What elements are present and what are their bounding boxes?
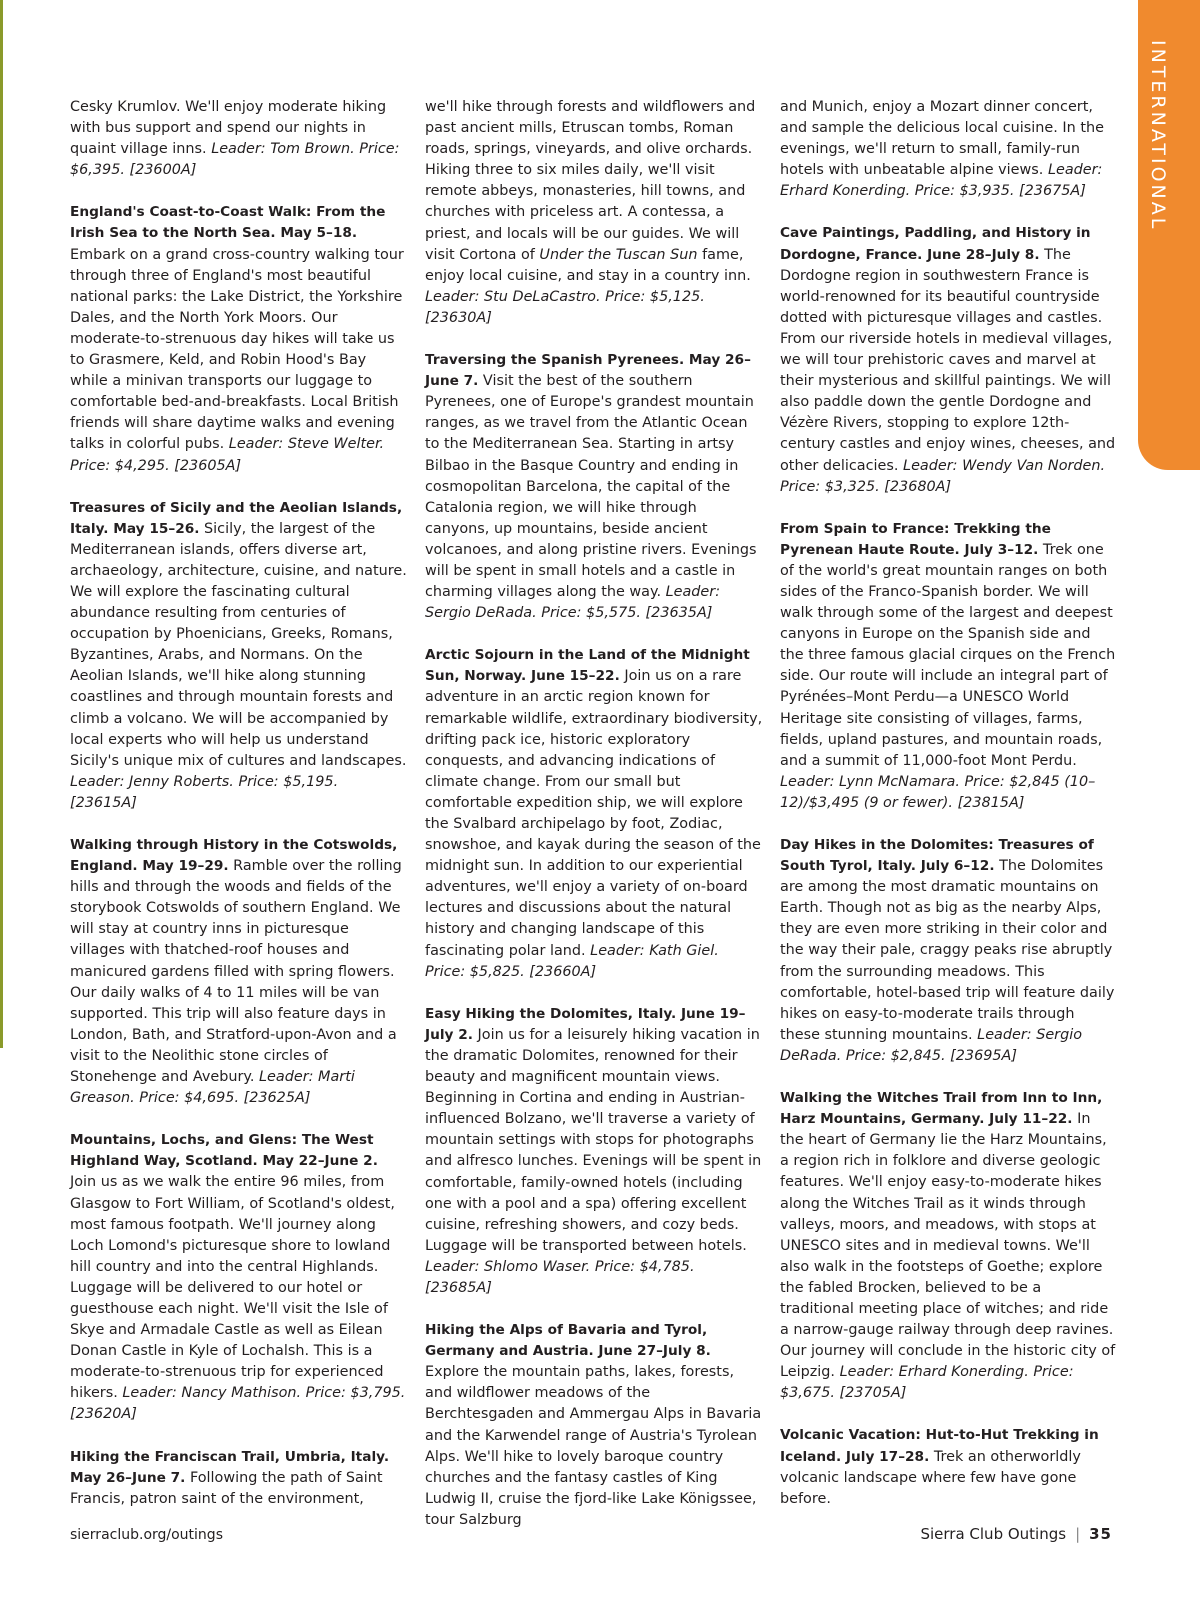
- trip-entry: [780, 835, 1118, 1067]
- trip-entry: [780, 1088, 1118, 1404]
- trip-leader-price: Leader: Shlomo Waser. Price: $4,785. [23685A]: [425, 1258, 695, 1296]
- trip-description: In the heart of Germany lie the Harz Mountains, a region rich in folklore and diverse geologic features. We'll enjoy easy-to-moderate hikes along the Witches Trail as it winds through valleys, moors, and meadows, with stops at UNESCO sites and in medieval towns. We'll also walk in the footsteps of Goethe; explore the fabled Brocken, believed to be a traditional meeting place of witches; and ride a narrow-gauge railway through deep ravines. Our journey will conclude in the historic city of Leipzig.: [780, 1111, 1116, 1381]
- trip-heading: Mountains, Lochs, and Glens: The West Highland Way, Scotland. May 22–June 2.: [70, 1132, 378, 1170]
- trip-description: Explore the mountain paths, lakes, forests, and wildflower meadows of the Berchtesgaden and Ammergau Alps in Bavaria and the Karwendel range of Austria's Tyrolean Alps. We'll hike to lovely baroque country churches and the fantasy castles of King Ludwig II, cruise the fjord-like Lake Königssee, tour Salzburg: [425, 1364, 762, 1528]
- trip-description: Visit the best of the southern Pyrenees, one of Europe's grandest mountain ranges, as we travel from the Atlantic Ocean to the Mediterranean Sea. Starting in artsy Bilbao in the Basque Country and ending in cosmopolitan Barcelona, the capital of the Catalonia region, we will hike through canyons, up mountains, beside ancient volcanoes, and along pristine rivers. Evenings will be spent in small hotels and a castle in charming villages along the way.: [425, 373, 757, 601]
- trip-leader-price: Leader: Jenny Roberts. Price: $5,195. [23615A]: [70, 773, 339, 811]
- section-tab-label: INTERNATIONAL: [1147, 40, 1169, 232]
- trip-heading: Walking the Witches Trail from Inn to Inn, Harz Mountains, Germany. July 11–22.: [780, 1090, 1103, 1128]
- trip-leader-price: Leader: Steve Welter. Price: $4,295. [23605A]: [70, 436, 385, 474]
- publication-name: Sierra Club Outings: [920, 1525, 1067, 1543]
- trip-entry: [70, 97, 408, 181]
- trip-heading: Volcanic Vacation: Hut-to-Hut Trekking in Iceland. July 17–28.: [780, 1427, 1099, 1465]
- trip-entry: [425, 1320, 763, 1531]
- trip-heading: Day Hikes in the Dolomites: Treasures of South Tyrol, Italy. July 6–12.: [780, 837, 1094, 875]
- trip-entry: [425, 645, 763, 983]
- section-tab: [1138, 0, 1200, 470]
- trip-leader-price: Leader: Sergio DeRada. Price: $5,575. [23635A]: [425, 584, 721, 622]
- trip-description: Join us on a rare adventure in an arctic region known for remarkable wildlife, extraordinary biodiversity, drifting pack ice, historic exploratory conquests, and advancing indications of climate change. From our small but comfortable expedition ship, we will explore the Svalbard archipelago by foot, Zodiac, snowshoe, and kayak during the season of the midnight sun. In addition to our experiential adventures, we'll enjoy a variety of on-board lectures and discussions about the natural history and changing landscape of this fascinating polar land.: [425, 668, 763, 959]
- trip-description: Trek an otherworldly volcanic landscape where few have gone before.: [780, 1448, 1081, 1507]
- trip-heading: Traversing the Spanish Pyrenees. May 26–June 7.: [425, 352, 751, 390]
- trip-leader-price: Leader: Sergio DeRada. Price: $2,845. [23695A]: [780, 1026, 1083, 1064]
- left-edge-bar: [0, 0, 3, 1048]
- column-3: [780, 97, 1118, 1531]
- footer-separator: |: [1075, 1525, 1081, 1543]
- trip-description: The Dolomites are among the most dramatic mountains on Earth. Though not as big as the nearby Alps, they are even more striking in their color and the way their pale, craggy peaks rise abruptly from the surrounding meadows. This comfortable, hotel-based trip will feature daily hikes on easy-to-moderate trails through these stunning mountains.: [780, 858, 1115, 1043]
- trip-heading: Hiking the Franciscan Trail, Umbria, Italy. May 26–June 7.: [70, 1448, 390, 1486]
- trip-entry: [425, 350, 763, 624]
- trip-heading: Arctic Sojourn in the Land of the Midnight Sun, Norway. June 15–22.: [425, 647, 750, 685]
- trip-description-cont: fame, enjoy local cuisine, and stay in a country inn.: [425, 246, 751, 284]
- trip-leader-price: Leader: Wendy Van Norden. Price: $3,325. [23680A]: [780, 457, 1106, 495]
- trip-entry: [780, 1425, 1118, 1509]
- trip-entry: [70, 835, 408, 1109]
- trip-entry: [70, 1447, 408, 1510]
- trip-leader-price: Leader: Tom Brown. Price: $6,395. [23600A]: [70, 141, 400, 179]
- trip-entry: [780, 97, 1118, 202]
- trip-heading: England's Coast-to-Coast Walk: From the Irish Sea to the North Sea. May 5–18.: [70, 204, 386, 242]
- trip-heading: Hiking the Alps of Bavaria and Tyrol, Germany and Austria. June 27–July 8.: [425, 1322, 711, 1360]
- trip-description: Join us for a leisurely hiking vacation in the dramatic Dolomites, renowned for their beauty and magnificent mountain views. Beginning in Cortina and ending in Austrian-influenced Bolzano, we'll traverse a variety of mountain settings with stops for photographs and alfresco lunches. Evenings will be spent in comfortable, family-owned hotels (including one with a pool and a spa) offering excellent cuisine, refreshing showers, and cozy beds. Luggage will be transported between hotels.: [425, 1026, 762, 1254]
- column-1: [70, 97, 408, 1531]
- trip-description: Trek one of the world's great mountain ranges on both sides of the Franco-Spanish border. We will walk through some of the largest and deepest canyons in Europe on the Spanish side and the three famous glacial cirques on the French side. Our route will include an integral part of Pyrénées–Mont Perdu—a UNESCO World Heritage site consisting of villages, farms, fields, upland pastures, and mountain roads, and a summit of 11,000-foot Mont Perdu.: [780, 541, 1116, 769]
- trip-heading: Easy Hiking the Dolomites, Italy. June 19–July 2.: [425, 1005, 746, 1043]
- trip-heading: Cave Paintings, Paddling, and History in Dordogne, France. June 28–July 8.: [780, 225, 1091, 263]
- footer-url[interactable]: sierraclub.org/outings: [70, 1527, 223, 1543]
- trip-description: The Dordogne region in southwestern France is world-renowned for its beautiful countryside dotted with picturesque villages and castles. From our riverside hotels in medieval villages, we will tour prehistoric caves and marvel at their mysterious and skillful paintings. We will also paddle down the gentle Dordogne and Vézère Rivers, stopping to explore 12th-century castles and enjoy wines, cheeses, and other delicacies.: [780, 246, 1116, 474]
- trip-entry: [70, 1130, 408, 1425]
- trip-entry: [70, 202, 408, 476]
- trip-description: Following the path of Saint Francis, patron saint of the environment,: [70, 1469, 383, 1507]
- trip-description: Cesky Krumlov. We'll enjoy moderate hiking with bus support and spend our nights in quaint village inns.: [70, 99, 387, 158]
- trip-entry: [70, 498, 408, 814]
- trip-description: Ramble over the rolling hills and through the woods and fields of the storybook Cotswolds of southern England. We will stay at country inns in picturesque villages with thatched-roof houses and manicured gardens filled with spring flowers. Our daily walks of 4 to 11 miles will be van supported. This trip will also feature days in London, Bath, and Stratford-upon-Avon and a visit to the Neolithic stone circles of Stonehenge and Avebury.: [70, 858, 402, 1086]
- trip-leader-price: Leader: Kath Giel. Price: $5,825. [23660A]: [425, 942, 719, 980]
- trip-entry: [780, 223, 1118, 497]
- trip-leader-price: Leader: Nancy Mathison. Price: $3,795. [23620A]: [70, 1385, 406, 1423]
- trip-leader-price: Leader: Lynn McNamara. Price: $2,845 (10–12)/$3,495 (9 or fewer). [23815A]: [780, 773, 1096, 811]
- trip-description: Join us as we walk the entire 96 miles, from Glasgow to Fort William, of Scotland's oldest, most famous footpath. We'll journey along Loch Lomond's picturesque shore to lowland hill country and into the central Highlands. Luggage will be delivered to our hotel or guesthouse each night. We'll visit the Isle of Skye and Armadale Castle as well as Eilean Donan Castle in Kyle of Lochalsh. This is a moderate-to-strenuous trip for experienced hikers.: [70, 1174, 395, 1402]
- trip-heading: Walking through History in the Cotswolds, England. May 19–29.: [70, 837, 398, 875]
- trip-heading: Treasures of Sicily and the Aeolian Islands, Italy. May 15–26.: [70, 499, 403, 537]
- page-number: 35: [1089, 1525, 1112, 1543]
- trip-description: we'll hike through forests and wildflowers and past ancient mills, Etruscan tombs, Roman roads, springs, vineyards, and olive orchards. Hiking three to six miles daily, we'll visit remote abbeys, monasteries, hill towns, and churches with priceless art. A contessa, a priest, and locals will be our guides. We will visit Cortona of: [425, 99, 756, 263]
- trip-leader-price: Leader: Marti Greason. Price: $4,695. [23625A]: [70, 1069, 355, 1107]
- column-2: [425, 97, 763, 1552]
- footer-publication: [920, 1525, 1112, 1543]
- trip-entry: [425, 1004, 763, 1299]
- trip-description: Sicily, the largest of the Mediterranean islands, offers diverse art, archaeology, architecture, cuisine, and nature. We will explore the fascinating cultural abundance resulting from centuries of occupation by Phoenicians, Greeks, Romans, Byzantines, Arabs, and Normans. On the Aeolian Islands, we'll hike along stunning coastlines and through mountain forests and climb a volcano. We will be accompanied by local experts who will help us understand Sicily's unique mix of cultures and landscapes.: [70, 520, 407, 769]
- trip-heading: From Spain to France: Trekking the Pyrenean Haute Route. July 3–12.: [780, 520, 1051, 558]
- trip-description: and Munich, enjoy a Mozart dinner concert, and sample the delicious local cuisine. In the evenings, we'll return to small, family-run hotels with unbeatable alpine views.: [780, 99, 1104, 179]
- book-title: Under the Tuscan Sun: [539, 246, 698, 263]
- trip-entry: [425, 97, 763, 329]
- trip-description: Embark on a grand cross-country walking tour through three of England's most beautiful national parks: the Lake District, the Yorkshire Dales, and the North York Moors. Our moderate-to-strenuous day hikes will take us to Grasmere, Keld, and Robin Hood's Bay while a minivan transports our luggage to comfortable bed-and-breakfasts. Local British friends will share daytime walks and evening talks in colorful pubs.: [70, 246, 404, 453]
- trip-leader-price: Leader: Stu DeLaCastro. Price: $5,125. [23630A]: [425, 288, 705, 326]
- trip-entry: [780, 519, 1118, 814]
- trip-leader-price: Leader: Erhard Konerding. Price: $3,935. [23675A]: [780, 162, 1103, 200]
- trip-leader-price: Leader: Erhard Konerding. Price: $3,675. [23705A]: [780, 1364, 1074, 1402]
